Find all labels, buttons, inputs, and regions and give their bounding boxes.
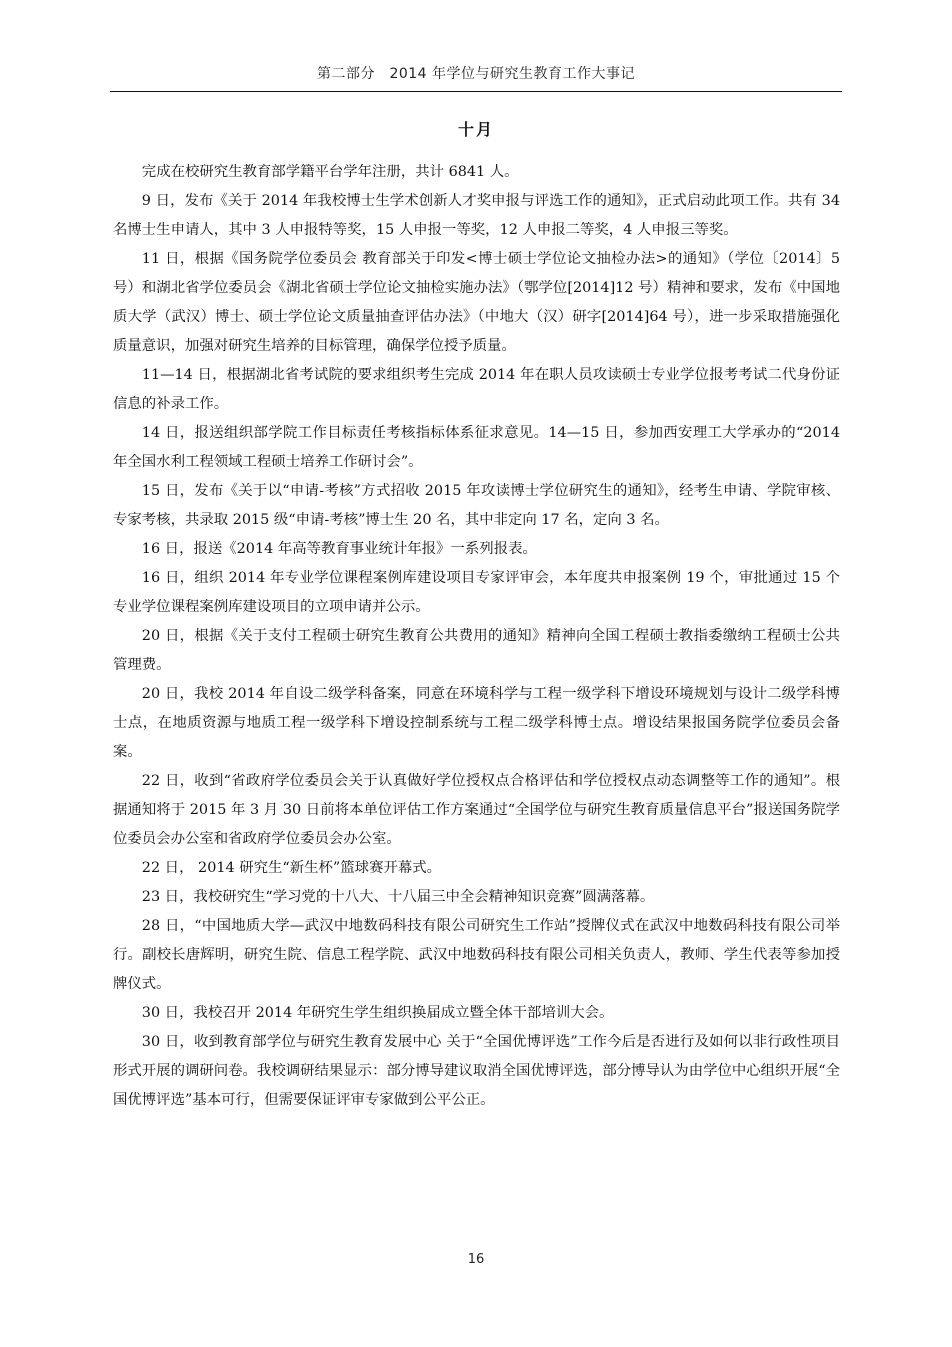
- paragraph: 16 日，报送《2014 年高等教育事业统计年报》一系列报表。: [141, 541, 537, 557]
- paragraph: 20 日，我校 2014 年自设二级学科备案，同意在环境科学与工程一级学科下增设环境规划与设计二级学科博士点，在地质资源与地质工程一级学科下增设控制系统与工程二级学科博士点。增设结果报国务院学位委员会备案。: [113, 686, 840, 760]
- running-header: 第二部分 2014 年学位与研究生教育工作大事记: [316, 66, 636, 82]
- body-text: [113, 158, 840, 1115]
- page-number: 16: [467, 1252, 485, 1267]
- header-rule: [110, 91, 842, 92]
- paragraph: 28 日，“中国地质大学—武汉中地数码科技有限公司研究生工作站”授牌仪式在武汉中地数码科技有限公司举行。副校长唐辉明，研究生院、信息工程学院、武汉中地数码科技有限公司相关负责人，教师、学生代表等参加授牌仪式。: [113, 918, 840, 992]
- paragraph: 23 日，我校研究生“学习党的十八大、十八届三中全会精神知识竞赛”圆满落幕。: [141, 889, 655, 905]
- section-title: 十月: [457, 120, 494, 139]
- paragraph: 22 日，收到“省政府学位委员会关于认真做好学位授权点合格评估和学位授权点动态调整等工作的通知”。根据通知将于 2015 年 3 月 30 日前将本单位评估工作方案通过“全国学位与研究生教育质量信息平台”报送国务院学位委员会办公室和省政府学位委员会办公室。: [113, 773, 840, 847]
- paragraph: 20 日，根据《关于支付工程硕士研究生教育公共费用的通知》精神向全国工程硕士教指委缴纳工程硕士公共管理费。: [113, 628, 840, 673]
- paragraph: 11 日，根据《国务院学位委员会 教育部关于印发<博士硕士学位论文抽检办法>的通知》（学位〔2014〕5 号）和湖北省学位委员会《湖北省硕士学位论文抽检实施办法》（鄂学位[2014]12 号）精神和要求，发布《中国地质大学（武汉）博士、硕士学位论文质量抽查评估办法》（中地大（汉）研字[2014]64 号），进一步采取措施强化质量意识，加强对研究生培养的目标管理，确保学位授予质量。: [113, 251, 840, 354]
- paragraph: 22 日， 2014 研究生“新生杯”篮球赛开幕式。: [141, 860, 442, 876]
- paragraph: 14 日，报送组织部学院工作目标责任考核指标体系征求意见。14—15 日，参加西安理工大学承办的“2014 年全国水利工程领域工程硕士培养工作研讨会”。: [113, 425, 840, 470]
- paragraph: 完成在校研究生教育部学籍平台学年注册，共计 6841 人。: [141, 164, 519, 180]
- paragraph: 30 日，我校召开 2014 年研究生学生组织换届成立暨全体干部培训大会。: [141, 1005, 614, 1021]
- paragraph: 30 日，收到教育部学位与研究生教育发展中心 关于“全国优博评选”工作今后是否进行及如何以非行政性项目形式开展的调研问卷。我校调研结果显示：部分博导建议取消全国优博评选，部分博导认为由学位中心组织开展“全国优博评选”基本可行，但需要保证评审专家做到公平公正。: [113, 1034, 840, 1108]
- paragraph: 11—14 日，根据湖北省考试院的要求组织考生完成 2014 年在职人员攻读硕士专业学位报考考试二代身份证信息的补录工作。: [113, 367, 840, 412]
- paragraph: 16 日，组织 2014 年专业学位课程案例库建设项目专家评审会，本年度共申报案例 19 个，审批通过 15 个专业学位课程案例库建设项目的立项申请并公示。: [113, 570, 840, 615]
- paragraph: 15 日，发布《关于以“申请-考核”方式招收 2015 年攻读博士学位研究生的通知》，经考生申请、学院审核、专家考核，共录取 2015 级“申请-考核”博士生 20 名，其中非定向 17 名，定向 3 名。: [113, 483, 840, 528]
- paragraph: 9 日，发布《关于 2014 年我校博士生学术创新人才奖申报与评选工作的通知》，正式启动此项工作。共有 34 名博士生申请人，其中 3 人申报特等奖，15 人申报一等奖，12 人申报二等奖，4 人申报三等奖。: [113, 193, 840, 238]
